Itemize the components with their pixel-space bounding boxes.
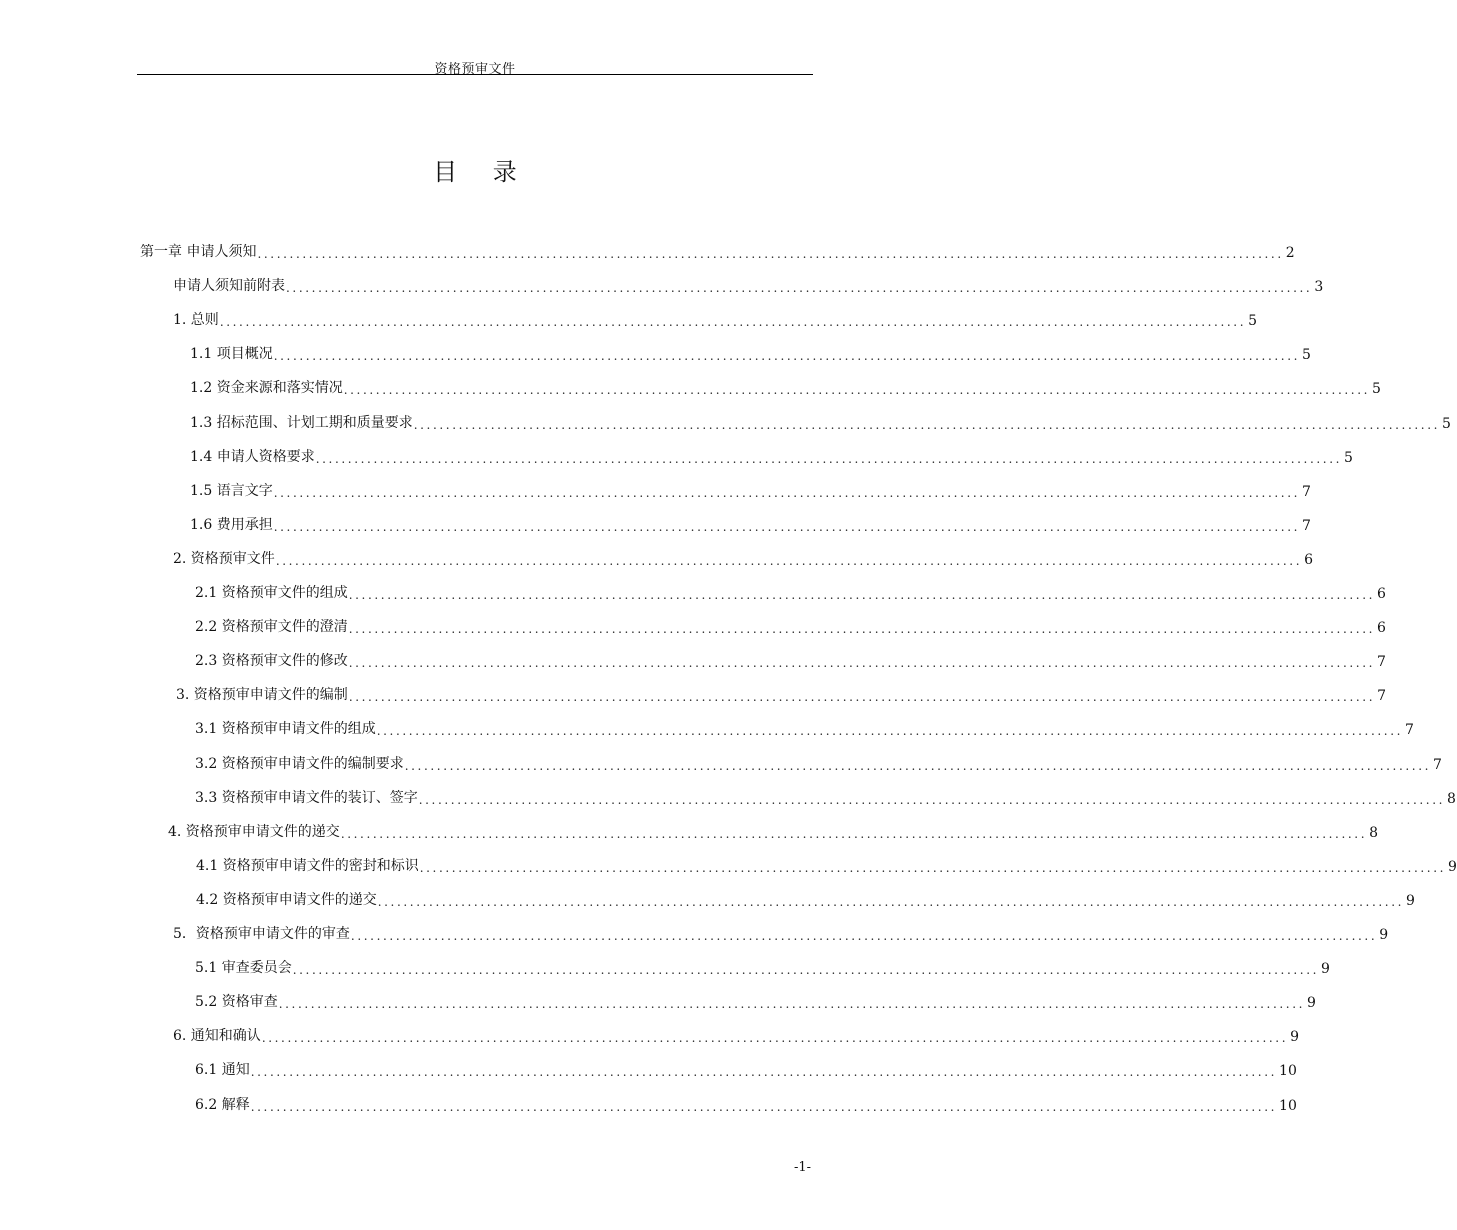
toc-entry-page: 5 — [1344, 449, 1353, 466]
toc-entry[interactable] — [190, 408, 1451, 432]
toc-entry[interactable] — [195, 612, 1386, 637]
toc-entry[interactable] — [195, 714, 1414, 739]
toc-entry-label: 1.4 申请人资格要求 — [190, 448, 315, 465]
toc-entry-page: 7 — [1302, 483, 1311, 500]
toc-dot-leader: ................................................................................................................................................................ — [376, 724, 1404, 739]
header-title: 资格预审文件 — [434, 62, 516, 77]
toc-entry-label: 2.3 资格预审文件的修改 — [195, 653, 348, 670]
toc-dot-leader: ................................................................................................................................................................ — [348, 622, 1376, 637]
toc-entry[interactable] — [195, 1055, 1297, 1080]
toc-entry-page: 2 — [1285, 245, 1295, 261]
toc-dot-leader: ................................................................................................................................................................ — [275, 553, 1303, 568]
toc-entry-label: 2. 资格预审文件 — [173, 550, 275, 567]
toc-dot-leader: ................................................................................................................................................................ — [348, 690, 1376, 705]
toc-entry-label: 4.1 资格预审申请文件的密封和标识 — [196, 857, 419, 874]
toc-entry-label: 1. 总则 — [173, 312, 219, 329]
toc-entry-page: 7 — [1302, 517, 1311, 534]
toc-entry-page: 5 — [1302, 347, 1311, 364]
toc-entry[interactable] — [173, 1021, 1300, 1046]
toc-dot-leader: ................................................................................................................................................................ — [348, 588, 1376, 602]
toc-entry[interactable] — [173, 919, 1389, 943]
toc-dot-leader: ................................................................................................................................................................ — [413, 417, 1441, 432]
toc-entry-page: 7 — [1405, 722, 1414, 739]
page-header — [137, 0, 813, 76]
toc-entry-page: 6 — [1377, 620, 1386, 637]
toc-dot-leader: ................................................................................................................................................................ — [340, 826, 1368, 841]
toc-dot-leader: ................................................................................................................................................................ — [418, 792, 1446, 807]
toc-entry-label: 3.3 资格预审申请文件的装订、签字 — [195, 789, 418, 806]
toc-entry-label: 6.1 通知 — [195, 1062, 250, 1079]
toc-entry-label: 4.2 资格预审申请文件的递交 — [196, 891, 377, 908]
toc-dot-leader: ................................................................................................................................................................ — [315, 451, 1343, 466]
toc-entry[interactable] — [168, 817, 1379, 841]
toc-dot-leader: ................................................................................................................................................................ — [350, 929, 1378, 943]
toc-entry-page: 9 — [1406, 892, 1415, 909]
toc-dot-leader: ................................................................................................................................................................ — [250, 1065, 1278, 1080]
toc-entry-label: 第一章 申请人须知 — [140, 244, 257, 260]
toc-entry-page: 5 — [1372, 381, 1381, 398]
toc-entry[interactable] — [190, 476, 1311, 500]
toc-entry[interactable] — [190, 442, 1353, 466]
toc-dot-leader: ................................................................................................................................................................ — [261, 1031, 1289, 1046]
toc-entry-label: 1.3 招标范围、计划工期和质量要求 — [190, 414, 413, 431]
toc-entry-page: 7 — [1433, 756, 1442, 773]
toc-dot-leader: ................................................................................................................................................................ — [377, 894, 1405, 909]
toc-entry[interactable] — [195, 987, 1316, 1012]
toc-entry[interactable] — [195, 783, 1456, 807]
toc-entry-label: 2.1 资格预审文件的组成 — [195, 585, 348, 601]
toc-entry-page: 9 — [1321, 961, 1330, 978]
toc-entry[interactable] — [195, 646, 1386, 671]
toc-dot-leader: ................................................................................................................................................................ — [219, 315, 1247, 330]
toc-entry-label: 1.2 资金来源和落实情况 — [190, 380, 343, 397]
toc-entry[interactable] — [196, 885, 1415, 909]
toc-dot-leader: ................................................................................................................................................................ — [286, 281, 1313, 296]
header-rule — [137, 74, 813, 75]
toc-dot-leader: ................................................................................................................................................................ — [343, 383, 1371, 398]
toc-dot-leader: ................................................................................................................................................................ — [273, 485, 1301, 500]
toc-dot-leader: ................................................................................................................................................................ — [419, 860, 1447, 875]
toc-entry-label: 2.2 资格预审文件的澄清 — [195, 619, 348, 636]
toc-dot-leader: ................................................................................................................................................................ — [273, 349, 1301, 364]
toc-dot-leader: ................................................................................................................................................................ — [404, 758, 1432, 773]
toc-entry[interactable] — [176, 680, 1387, 705]
toc-entry-label: 5.2 资格审查 — [195, 994, 278, 1011]
toc-entry[interactable] — [173, 305, 1258, 330]
toc-entry-page: 9 — [1290, 1029, 1300, 1046]
toc-entry[interactable] — [190, 373, 1381, 398]
toc-entry-page: 7 — [1377, 688, 1387, 705]
page-number: -1- — [793, 1160, 811, 1175]
toc-entry-page: 5 — [1248, 313, 1258, 330]
toc-entry-page: 8 — [1447, 790, 1456, 807]
toc-entry-label: 1.6 费用承担 — [190, 516, 273, 533]
toc-dot-leader: ................................................................................................................................................................ — [273, 519, 1301, 534]
toc-entry-page: 9 — [1379, 927, 1389, 943]
toc-entry[interactable] — [190, 510, 1311, 534]
toc-entry-label: 3.2 资格预审申请文件的编制要求 — [195, 755, 404, 772]
toc-entry-page: 7 — [1377, 654, 1386, 671]
toc-entry-page: 3 — [1314, 279, 1324, 296]
toc-dot-leader: ................................................................................................................................................................ — [278, 997, 1306, 1012]
toc-dot-leader: ................................................................................................................................................................ — [348, 656, 1376, 671]
toc-entry-label: 3.1 资格预审申请文件的组成 — [195, 721, 376, 738]
toc-entry[interactable] — [195, 578, 1386, 602]
toc-entry[interactable] — [190, 339, 1311, 364]
toc-entry[interactable] — [173, 271, 1324, 296]
toc-entry-label: 6. 通知和确认 — [173, 1028, 261, 1045]
toc-entry[interactable] — [195, 953, 1330, 978]
toc-entry-page: 9 — [1448, 858, 1457, 875]
toc-entry-label: 5．资格预审申请文件的审查 — [173, 926, 350, 942]
toc-entry[interactable] — [195, 749, 1442, 773]
toc-title: 目 录 — [433, 158, 531, 186]
toc-dot-leader: ................................................................................................................................................................ — [292, 963, 1320, 978]
toc-entry-label: 1.1 项目概况 — [190, 346, 273, 363]
toc-entry-label: 5.1 审查委员会 — [195, 960, 292, 977]
toc-entry-label: 4. 资格预审申请文件的递交 — [168, 823, 340, 840]
toc-entry-page: 6 — [1377, 586, 1386, 602]
toc-entry-page: 10 — [1279, 1063, 1297, 1080]
toc-entry-label: 申请人须知前附表 — [173, 278, 285, 295]
toc-entry[interactable] — [196, 851, 1457, 875]
toc-entry-page: 9 — [1307, 995, 1316, 1012]
toc-entry-page: 6 — [1304, 551, 1314, 568]
toc-entry-page: 8 — [1369, 824, 1379, 841]
toc-entry[interactable] — [173, 544, 1314, 568]
toc-entry-label: 3. 资格预审申请文件的编制 — [176, 687, 348, 704]
toc-entry[interactable] — [195, 1090, 1297, 1114]
toc-entry-label: 6.2 解释 — [195, 1096, 250, 1113]
toc-entry-label: 1.5 语言文字 — [190, 482, 273, 499]
toc-dot-leader: ................................................................................................................................................................ — [257, 247, 1284, 261]
toc-entry-page: 10 — [1279, 1097, 1297, 1114]
toc-dot-leader: ................................................................................................................................................................ — [250, 1099, 1278, 1114]
toc-entry[interactable] — [140, 237, 1295, 261]
toc-entry-page: 5 — [1442, 415, 1451, 432]
